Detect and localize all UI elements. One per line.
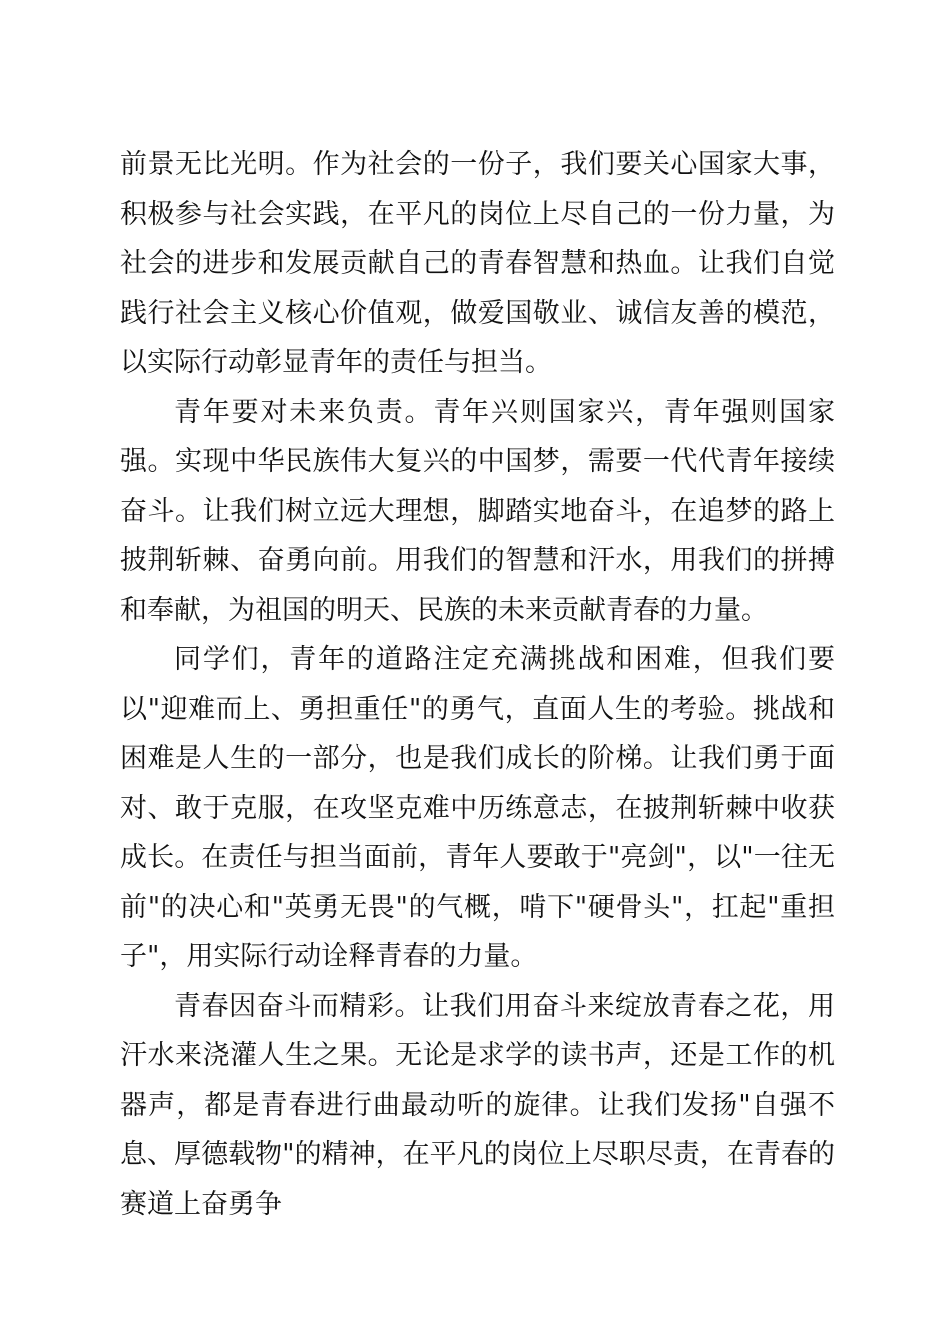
paragraph-3: 同学们，青年的道路注定充满挑战和困难，但我们要以"迎难而上、勇担重任"的勇气，直面人生的考验。挑战和困难是人生的一部分，也是我们成长的阶梯。让我们勇于面对、敢于克服，在攻坚克难中历练意志，在披荆斩棘中收获成长。在责任与担当面前，青年人要敢于"亮剑"，以"一往无前"的决心和"英勇无畏"的气概，啃下"硬骨头"，扛起"重担子"，用实际行动诠释青春的力量。 [120, 644, 835, 972]
document-body [120, 140, 835, 1229]
paragraph-1: 前景无比光明。作为社会的一份子，我们要关心国家大事，积极参与社会实践，在平凡的岗位上尽自己的一份力量，为社会的进步和发展贡献自己的青春智慧和热血。让我们自觉践行社会主义核心价值观，做爱国敬业、诚信友善的模范，以实际行动彰显青年的责任与担当。 [120, 149, 835, 378]
paragraph-4: 青春因奋斗而精彩。让我们用奋斗来绽放青春之花，用汗水来浇灌人生之果。无论是求学的读书声，还是工作的机器声，都是青春进行曲最动听的旋律。让我们发扬"自强不息、厚德载物"的精神，在平凡的岗位上尽职尽责，在青春的赛道上奋勇争 [120, 990, 835, 1220]
paragraph-2: 青年要对未来负责。青年兴则国家兴，青年强则国家强。实现中华民族伟大复兴的中国梦，需要一代代青年接续奋斗。让我们树立远大理想，脚踏实地奋斗，在追梦的路上披荆斩棘、奋勇向前。用我们的智慧和汗水，用我们的拼搏和奉献，为祖国的明天、民族的未来贡献青春的力量。 [120, 396, 835, 626]
